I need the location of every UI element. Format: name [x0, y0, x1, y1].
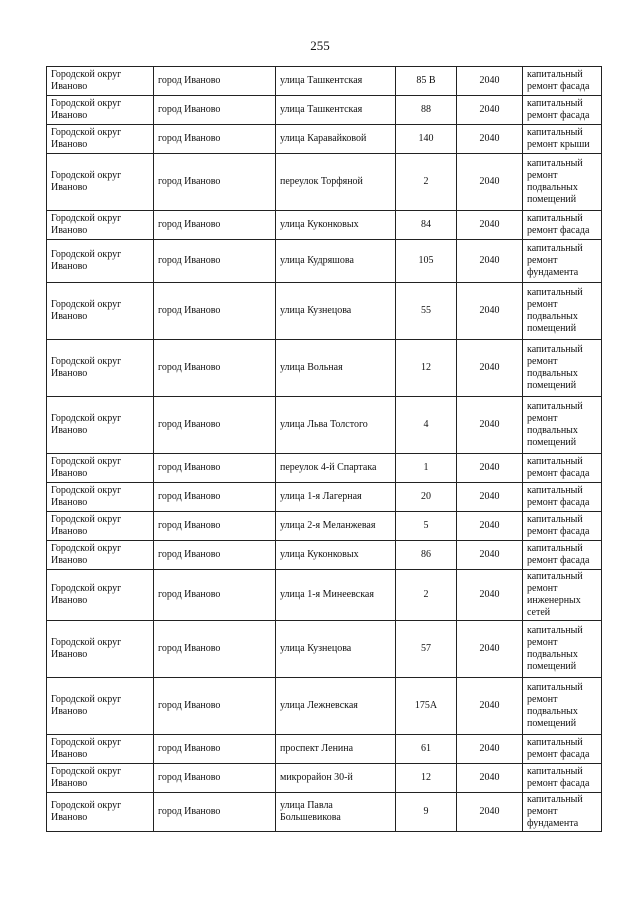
table-row — [47, 125, 602, 154]
street-cell: улица Павла Большевикова — [276, 793, 396, 832]
table-row — [47, 570, 602, 621]
work-type-cell: капитальный ремонт подвальных помещений — [523, 283, 602, 340]
district-cell: Городской округ Иваново — [47, 454, 154, 483]
table-row — [47, 541, 602, 570]
street-cell: микрорайон 30-й — [276, 764, 396, 793]
district-cell: Городской округ Иваново — [47, 283, 154, 340]
district-cell: Городской округ Иваново — [47, 512, 154, 541]
work-type-cell: капитальный ремонт фасада — [523, 764, 602, 793]
table-row — [47, 512, 602, 541]
district-cell: Городской округ Иваново — [47, 397, 154, 454]
table-row — [47, 793, 602, 832]
district-cell: Городской округ Иваново — [47, 154, 154, 211]
street-cell: улица 2-я Меланжевая — [276, 512, 396, 541]
house-number-cell: 140 — [396, 125, 457, 154]
house-number-cell: 55 — [396, 283, 457, 340]
district-cell: Городской округ Иваново — [47, 678, 154, 735]
street-cell: переулок Торфяной — [276, 154, 396, 211]
street-cell: улица Ташкентская — [276, 96, 396, 125]
page-number: 255 — [310, 38, 330, 53]
table-row — [47, 397, 602, 454]
work-type-cell: капитальный ремонт подвальных помещений — [523, 621, 602, 678]
work-type-cell: капитальный ремонт фасада — [523, 211, 602, 240]
street-cell: переулок 4-й Спартака — [276, 454, 396, 483]
house-number-cell: 57 — [396, 621, 457, 678]
work-type-cell: капитальный ремонт фундамента — [523, 240, 602, 283]
year-cell: 2040 — [457, 621, 523, 678]
year-cell: 2040 — [457, 211, 523, 240]
table-row — [47, 621, 602, 678]
city-cell: город Иваново — [154, 764, 276, 793]
table-row — [47, 154, 602, 211]
district-cell: Городской округ Иваново — [47, 96, 154, 125]
table-row — [47, 678, 602, 735]
table-row — [47, 240, 602, 283]
house-number-cell: 5 — [396, 512, 457, 541]
house-number-cell: 20 — [396, 483, 457, 512]
city-cell: город Иваново — [154, 96, 276, 125]
table-row — [47, 340, 602, 397]
work-type-cell: капитальный ремонт фасада — [523, 512, 602, 541]
district-cell: Городской округ Иваново — [47, 211, 154, 240]
year-cell: 2040 — [457, 154, 523, 211]
house-number-cell: 86 — [396, 541, 457, 570]
year-cell: 2040 — [457, 96, 523, 125]
city-cell: город Иваново — [154, 211, 276, 240]
year-cell: 2040 — [457, 397, 523, 454]
year-cell: 2040 — [457, 541, 523, 570]
house-number-cell: 9 — [396, 793, 457, 832]
year-cell: 2040 — [457, 240, 523, 283]
street-cell: улица Кузнецова — [276, 283, 396, 340]
district-cell: Городской округ Иваново — [47, 621, 154, 678]
street-cell: улица 1-я Минеевская — [276, 570, 396, 621]
district-cell: Городской округ Иваново — [47, 793, 154, 832]
district-cell: Городской округ Иваново — [47, 735, 154, 764]
city-cell: город Иваново — [154, 678, 276, 735]
work-type-cell: капитальный ремонт фасада — [523, 483, 602, 512]
house-number-cell: 1 — [396, 454, 457, 483]
house-number-cell: 4 — [396, 397, 457, 454]
city-cell: город Иваново — [154, 541, 276, 570]
year-cell: 2040 — [457, 454, 523, 483]
house-number-cell: 105 — [396, 240, 457, 283]
house-number-cell: 84 — [396, 211, 457, 240]
year-cell: 2040 — [457, 678, 523, 735]
house-number-cell: 2 — [396, 570, 457, 621]
house-number-cell: 2 — [396, 154, 457, 211]
year-cell: 2040 — [457, 793, 523, 832]
street-cell: проспект Ленина — [276, 735, 396, 764]
city-cell: город Иваново — [154, 397, 276, 454]
house-number-cell: 61 — [396, 735, 457, 764]
table-body — [47, 67, 602, 832]
repair-schedule-table — [46, 66, 602, 832]
year-cell: 2040 — [457, 512, 523, 541]
street-cell: улица Куконковых — [276, 541, 396, 570]
table-row — [47, 764, 602, 793]
year-cell: 2040 — [457, 483, 523, 512]
street-cell: улица Ташкентская — [276, 67, 396, 96]
street-cell: улица Кудряшова — [276, 240, 396, 283]
city-cell: город Иваново — [154, 570, 276, 621]
table-row — [47, 67, 602, 96]
table-row — [47, 96, 602, 125]
street-cell: улица Каравайковой — [276, 125, 396, 154]
work-type-cell: капитальный ремонт фасада — [523, 96, 602, 125]
work-type-cell: капитальный ремонт подвальных помещений — [523, 154, 602, 211]
year-cell: 2040 — [457, 125, 523, 154]
work-type-cell: капитальный ремонт подвальных помещений — [523, 397, 602, 454]
year-cell: 2040 — [457, 735, 523, 764]
house-number-cell: 12 — [396, 340, 457, 397]
work-type-cell: капитальный ремонт подвальных помещений — [523, 678, 602, 735]
district-cell: Городской округ Иваново — [47, 483, 154, 512]
district-cell: Городской округ Иваново — [47, 125, 154, 154]
city-cell: город Иваново — [154, 125, 276, 154]
work-type-cell: капитальный ремонт фасада — [523, 454, 602, 483]
street-cell: улица Кузнецова — [276, 621, 396, 678]
city-cell: город Иваново — [154, 512, 276, 541]
house-number-cell: 88 — [396, 96, 457, 125]
year-cell: 2040 — [457, 764, 523, 793]
work-type-cell: капитальный ремонт фасада — [523, 541, 602, 570]
work-type-cell: капитальный ремонт фасада — [523, 67, 602, 96]
street-cell: улица Лежневская — [276, 678, 396, 735]
street-cell: улица Льва Толстого — [276, 397, 396, 454]
work-type-cell: капитальный ремонт инженерных сетей — [523, 570, 602, 621]
street-cell: улица 1-я Лагерная — [276, 483, 396, 512]
table-row — [47, 483, 602, 512]
table-row — [47, 735, 602, 764]
work-type-cell: капитальный ремонт фасада — [523, 735, 602, 764]
city-cell: город Иваново — [154, 240, 276, 283]
district-cell: Городской округ Иваново — [47, 541, 154, 570]
city-cell: город Иваново — [154, 283, 276, 340]
city-cell: город Иваново — [154, 483, 276, 512]
district-cell: Городской округ Иваново — [47, 764, 154, 793]
house-number-cell: 85 В — [396, 67, 457, 96]
work-type-cell: капитальный ремонт крыши — [523, 125, 602, 154]
city-cell: город Иваново — [154, 340, 276, 397]
district-cell: Городской округ Иваново — [47, 570, 154, 621]
table-row — [47, 454, 602, 483]
year-cell: 2040 — [457, 340, 523, 397]
district-cell: Городской округ Иваново — [47, 240, 154, 283]
table-row — [47, 283, 602, 340]
street-cell: улица Куконковых — [276, 211, 396, 240]
year-cell: 2040 — [457, 67, 523, 96]
district-cell: Городской округ Иваново — [47, 67, 154, 96]
city-cell: город Иваново — [154, 793, 276, 832]
city-cell: город Иваново — [154, 621, 276, 678]
work-type-cell: капитальный ремонт подвальных помещений — [523, 340, 602, 397]
city-cell: город Иваново — [154, 735, 276, 764]
house-number-cell: 175А — [396, 678, 457, 735]
work-type-cell: капитальный ремонт фундамента — [523, 793, 602, 832]
house-number-cell: 12 — [396, 764, 457, 793]
year-cell: 2040 — [457, 283, 523, 340]
table-row — [47, 211, 602, 240]
street-cell: улица Вольная — [276, 340, 396, 397]
year-cell: 2040 — [457, 570, 523, 621]
district-cell: Городской округ Иваново — [47, 340, 154, 397]
city-cell: город Иваново — [154, 67, 276, 96]
city-cell: город Иваново — [154, 454, 276, 483]
city-cell: город Иваново — [154, 154, 276, 211]
